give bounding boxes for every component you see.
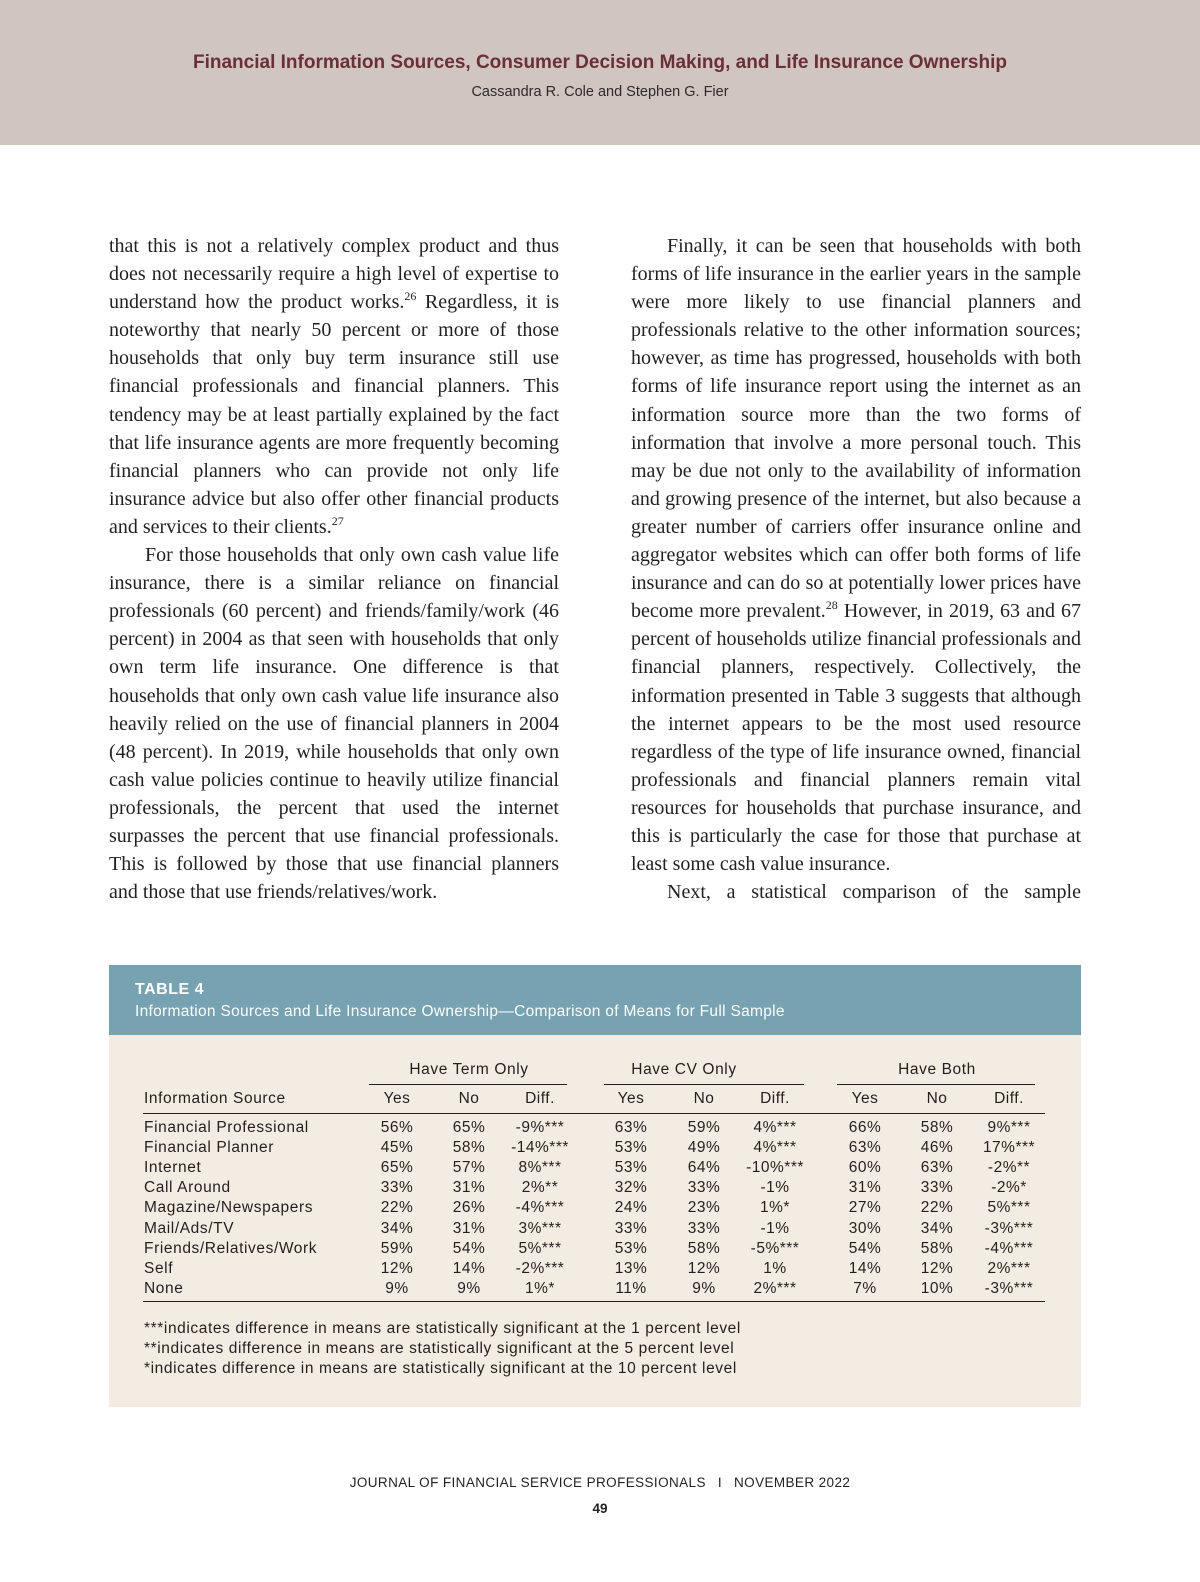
table-label: TABLE 4 (135, 981, 204, 998)
row-label: None (144, 1279, 184, 1297)
table-cell: 9%*** (987, 1119, 1031, 1136)
table-cell: 1% (763, 1259, 787, 1277)
table-cell: 13% (614, 1259, 648, 1277)
table-cell: 4%*** (753, 1119, 797, 1136)
row-header-information-source: Information Source (144, 1090, 286, 1107)
table-cell: 9% (692, 1279, 716, 1297)
group-underline-both (837, 1084, 1035, 1085)
table-cell: 31% (452, 1219, 486, 1237)
table-cell: 33% (687, 1219, 721, 1237)
sub-header: Yes (851, 1090, 879, 1107)
sub-header: No (926, 1090, 948, 1107)
table-note-5pct: **indicates difference in means are statistically significant at the 5 percent level (144, 1340, 735, 1357)
table-cell: 33% (614, 1219, 648, 1237)
table-cell: 57% (452, 1159, 486, 1177)
table-cell: 8%*** (518, 1159, 562, 1177)
table-cell: 65% (380, 1159, 414, 1177)
right-p1-text-a: Finally, it can be seen that households with both forms of life insurance in the earlier years in the sample were more likely to use financial planners and professionals relative to the other information sources; however, as time has progressed, households with both forms of life insurance report using the internet as an information source more than the two forms of information that involve a more personal touch. This may be due not only to the availability of information and growing presence of the internet, but also because a greater number of carriers offer insurance online and aggregator websites which can offer both forms of life insurance and can do so at potentially lower prices have become more prevalent. (631, 235, 1081, 623)
table-cell: -5%*** (750, 1239, 800, 1257)
left-p1-text-b: Regardless, it is noteworthy that nearly 50 percent or more of those households that only buy term insurance still use financial professionals and financial planners. This tendency may be at least partially explained by the fact that life insurance agents are more frequently becoming financial planners who can provide not only life insurance advice but also offer other financial products and services to their clients. (109, 291, 559, 538)
table-cell: 58% (920, 1119, 954, 1136)
article-title: Financial Information Sources, Consumer Decision Making, and Life Insurance Ownership (193, 52, 1007, 73)
row-label: Financial Professional (144, 1119, 309, 1136)
left-column (109, 232, 559, 906)
group-underline-cv-only (604, 1084, 804, 1085)
table-cell: 32% (614, 1179, 648, 1197)
sub-header: No (693, 1090, 715, 1107)
table-cell: 56% (380, 1119, 414, 1136)
table-cell: 54% (452, 1239, 486, 1257)
table-cell: -3%*** (984, 1279, 1034, 1297)
sub-header: Diff. (525, 1090, 555, 1107)
table-cell: 27% (848, 1199, 882, 1217)
footer-separator: I (717, 1475, 723, 1490)
table-cell: 2%** (521, 1179, 559, 1197)
table-cell: 53% (614, 1239, 648, 1257)
sub-header: Yes (617, 1090, 645, 1107)
table-cell: 3%*** (518, 1219, 562, 1237)
right-column (631, 232, 1081, 906)
table-caption: Information Sources and Life Insurance Ownership—Comparison of Means for Full Sample (135, 1003, 785, 1020)
bottom-rule (143, 1301, 1045, 1302)
left-paragraph-1 (109, 232, 559, 541)
table-cell: -2%** (987, 1159, 1031, 1177)
table-cell: 14% (452, 1259, 486, 1277)
table-cell: 45% (380, 1139, 414, 1157)
right-paragraph-1 (631, 232, 1081, 878)
table-cell: 53% (614, 1139, 648, 1157)
row-label: Mail/Ads/TV (144, 1219, 235, 1237)
article-authors: Cassandra R. Cole and Stephen G. Fier (471, 84, 729, 100)
table-cell: 14% (848, 1259, 882, 1277)
table-cell: -2%*** (515, 1259, 565, 1277)
table-cell: 63% (614, 1119, 648, 1136)
table-cell: 30% (848, 1219, 882, 1237)
table-cell: 58% (920, 1239, 954, 1257)
table-cell: 65% (452, 1119, 486, 1136)
table-cell: 5%*** (518, 1239, 562, 1257)
table-cell: 5%*** (987, 1199, 1031, 1217)
table-cell: -3%*** (984, 1219, 1034, 1237)
group-header-term-only: Have Term Only (409, 1061, 529, 1078)
row-label: Call Around (144, 1179, 231, 1197)
table-cell: 12% (380, 1259, 414, 1277)
table-cell: 1%* (760, 1199, 790, 1217)
table-cell: -14%*** (511, 1139, 569, 1157)
table-cell: 12% (687, 1259, 721, 1277)
table-cell: 9% (457, 1279, 481, 1297)
left-p1-text-a: that this is not a relatively complex product and thus does not necessarily require a high level of expertise to understand how the product works. (109, 235, 559, 314)
table-cell: -2%* (991, 1179, 1027, 1197)
group-header-cv-only: Have CV Only (631, 1061, 737, 1078)
table-cell: 58% (687, 1239, 721, 1257)
group-header-both: Have Both (898, 1061, 976, 1078)
table-cell: 9% (385, 1279, 409, 1297)
table-cell: 31% (452, 1179, 486, 1197)
table-cell: 53% (614, 1159, 648, 1177)
table-cell: 1%* (525, 1279, 555, 1297)
table-cell: 63% (920, 1159, 954, 1177)
row-label: Financial Planner (144, 1139, 274, 1157)
table-cell: 7% (853, 1279, 877, 1297)
table-cell: 64% (687, 1159, 721, 1177)
row-label: Magazine/Newspapers (144, 1199, 314, 1217)
table-cell: -1% (760, 1179, 790, 1197)
table-cell: 26% (452, 1199, 486, 1217)
table-cell: 59% (380, 1239, 414, 1257)
sub-header: No (458, 1090, 480, 1107)
header-rule (143, 1113, 1045, 1114)
page-footer (0, 1475, 1200, 1490)
table-cell: 54% (848, 1239, 882, 1257)
table-4 (109, 965, 1081, 1407)
table-note-10pct: *indicates difference in means are statistically significant at the 10 percent level (144, 1360, 737, 1377)
table-cell: -4%*** (984, 1239, 1034, 1257)
row-label: Self (144, 1259, 174, 1277)
table-cell: -1% (760, 1219, 790, 1237)
left-paragraph-2: For those households that only own cash value life insurance, there is a similar reliance on financial professionals (60 percent) and friends/family/work (46 percent) in 2004 as that seen with households that only own term life insurance. One difference is that households that only own cash value life insurance also heavily relied on the use of financial planners in 2004 (48 percent). In 2019, while households that only own cash value policies continue to heavily utilize financial professionals, the percent that used the internet surpasses the percent that use financial professionals. This is followed by those that use financial planners and those that use friends/relatives/work. (109, 544, 559, 904)
footnote-ref-27[interactable]: 27 (331, 513, 344, 528)
table-cell: 12% (920, 1259, 954, 1277)
table-cell: 33% (380, 1179, 414, 1197)
table-cell: 2%*** (987, 1259, 1031, 1277)
footnote-ref-28[interactable]: 28 (825, 598, 838, 613)
table-cell: 60% (848, 1159, 882, 1177)
table-cell: 34% (380, 1219, 414, 1237)
table-cell: 22% (380, 1199, 414, 1217)
table-cell: 17%*** (982, 1139, 1036, 1157)
page-number: 49 (592, 1501, 608, 1516)
table-cell: 22% (920, 1199, 954, 1217)
sub-header: Yes (383, 1090, 411, 1107)
table-cell: 49% (687, 1139, 721, 1157)
sub-header: Diff. (760, 1090, 790, 1107)
table-cell: -10%*** (746, 1159, 804, 1177)
table-cell: 34% (920, 1219, 954, 1237)
table-cell: 46% (920, 1139, 954, 1157)
table-cell: 2%*** (753, 1279, 797, 1297)
row-label: Internet (144, 1159, 202, 1177)
table-cell: -4%*** (515, 1199, 565, 1217)
running-header (0, 0, 1200, 145)
table-cell: 66% (848, 1119, 882, 1136)
table-cell: 33% (920, 1179, 954, 1197)
table-header-bar (109, 965, 1081, 1035)
table-note-1pct: ***indicates difference in means are statistically significant at the 1 percent level (144, 1320, 741, 1337)
table-cell: -9%*** (515, 1119, 565, 1136)
table-cell: 24% (614, 1199, 648, 1217)
group-underline-term-only (369, 1084, 567, 1085)
table-cell: 58% (452, 1139, 486, 1157)
table-cell: 10% (920, 1279, 954, 1297)
sub-header: Diff. (994, 1090, 1024, 1107)
table-cell: 63% (848, 1139, 882, 1157)
issue-date: NOVEMBER 2022 (734, 1475, 851, 1490)
footnote-ref-26[interactable]: 26 (404, 289, 417, 304)
table-cell: 11% (615, 1279, 647, 1297)
right-paragraph-2: Next, a statistical comparison of the sample (667, 881, 1081, 904)
table-cell: 59% (687, 1119, 721, 1136)
table-cell: 4%*** (753, 1139, 797, 1157)
journal-name: JOURNAL OF FINANCIAL SERVICE PROFESSIONALS (349, 1475, 706, 1490)
table-cell: 33% (687, 1179, 721, 1197)
table-cell: 31% (848, 1179, 882, 1197)
table-cell: 23% (687, 1199, 721, 1217)
right-p1-text-b: However, in 2019, 63 and 67 percent of households utilize financial professionals and financial planners, respectively. Collectively, the information presented in Table 3 suggests that although the internet appears to be the most used resource regardless of the type of life insurance owned, financial professionals and financial planners remain vital resources for households that purchase insurance, and this is particularly the case for those that purchase at least some cash value insurance. (631, 600, 1081, 876)
row-label: Friends/Relatives/Work (144, 1239, 318, 1257)
